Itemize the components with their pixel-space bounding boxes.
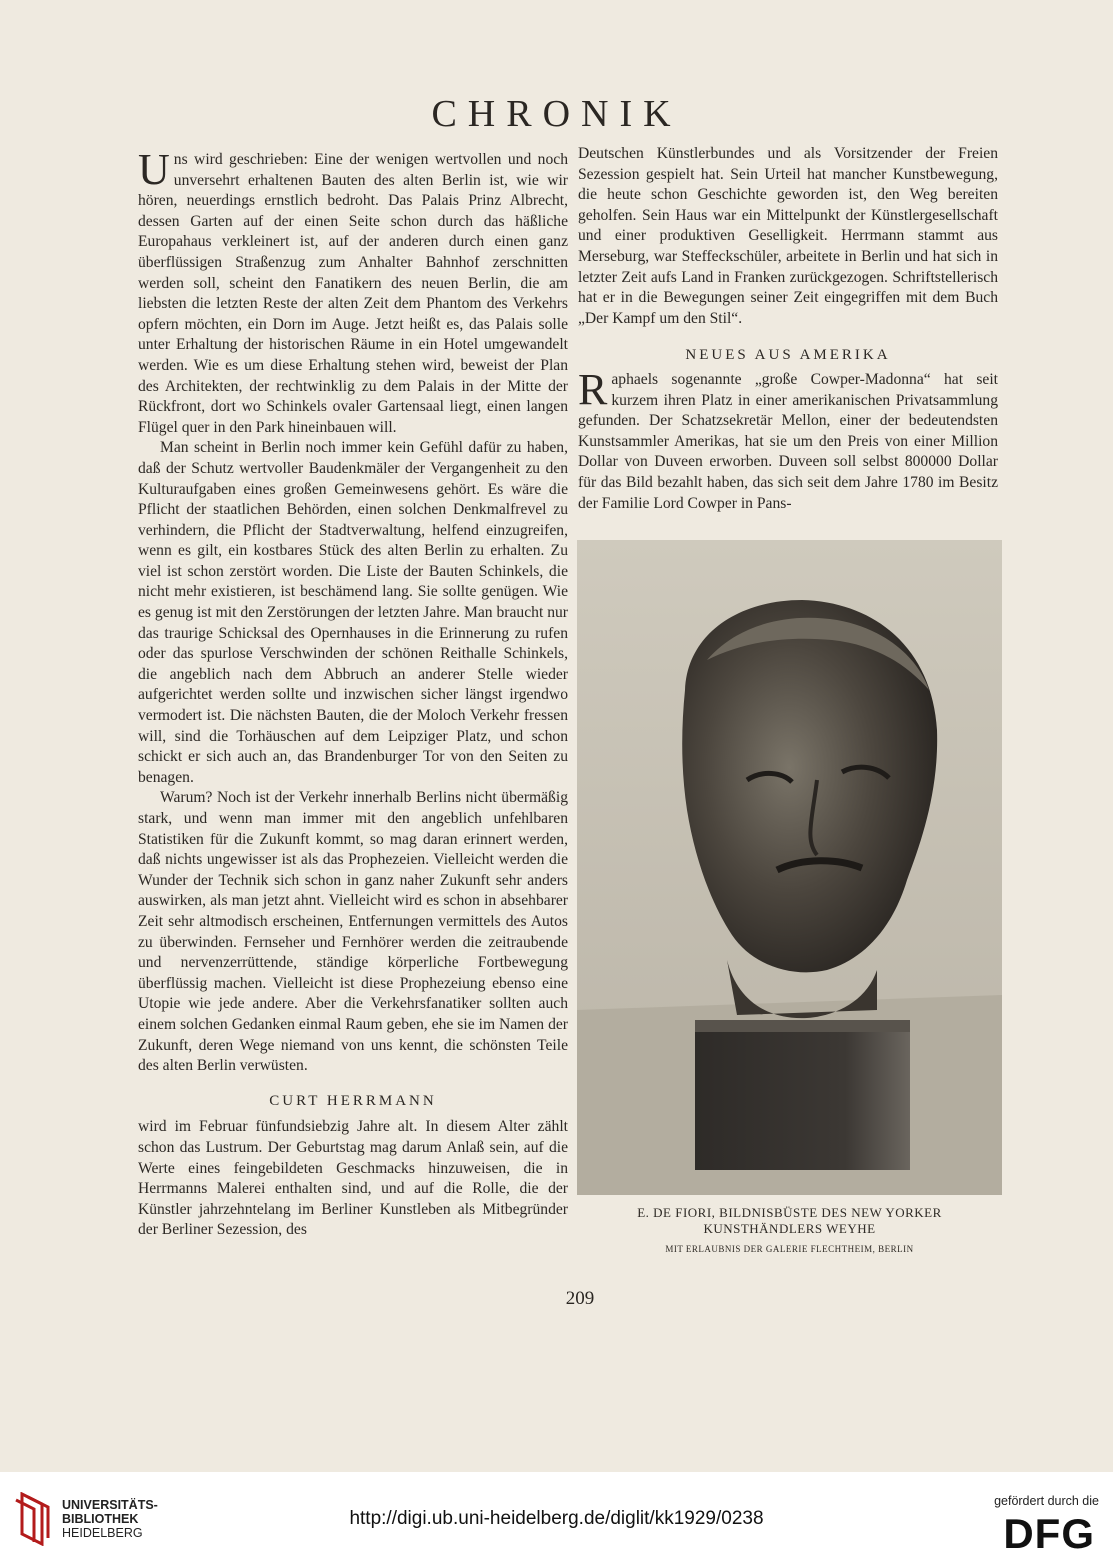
library-line: UNIVERSITÄTS-	[62, 1498, 158, 1512]
left-column	[138, 145, 568, 1241]
paragraph: Man scheint in Berlin noch immer kein Gefühl dafür zu haben, daß der Schutz wertvoller Baudenkmäler der Vergangenheit zu den Kulturaufgaben eines großen Gemeinwesens gehört. Es wäre die Pflicht der staatlichen Behörden, einen solchen Denkmalfrevel zu verhindern, die Pflicht der Stadtverwaltung, helfend einzugreifen, wenn es gilt, ein kostbares Stück des alten Berlin zu erhalten. Zu viel ist schon zerstört worden. Die Liste der Bauten Schinkels, die nicht mehr existieren, ist beschämend lang. Sie sollte genügen. Wie es genug ist mit den Zerstörungen der letzten Jahre. Man braucht nur das traurige Schicksal des Opernhauses in die Erinnerung zu rufen oder das spurlose Verschwinden der schönen Reithalle Schinkels, die angeblich nach dem Abbruch an anderer Stelle wieder aufgerichtet werden sollte und inzwischen sicher längst irgendwo vermodert ist. Die nächsten Bauten, die der Moloch Verkehr fressen will, sind die Torhäuschen auf dem Leipziger Platz, und schon schickt er sich auch an, das Brandenburger Tor von den Seiten zu benagen.	[138, 439, 568, 786]
dropcap: U	[138, 145, 170, 194]
paragraph-continuation: Deutschen Künstlerbundes und als Vorsitzender der Freien Sezession gespielt hat. Sein Urteil hat mancher Kunstbewegung, die heute schon Geschichte geworden ist, den Weg bereiten geholfen. Sein Haus war ein Mittelpunkt der Künstlergesellschaft und einer produktiven Geselligkeit. Herrmann stammt aus Merseburg, war Steffeckschüler, arbeitete in Berlin und hat sich in letzter Zeit aufs Land in Franken zurückgezogen. Schriftstellerisch hat er in die Bewegungen seiner Zeit eingegriffen mit dem Buch „Der Kampf um den Stil“.	[578, 145, 998, 327]
viewer-footer	[0, 1472, 1113, 1564]
bronze-bust-image	[577, 540, 1002, 1195]
paragraph-text: ns wird geschrieben: Eine der wenigen wertvollen und noch unversehrt erhaltenen Bauten des alten Berlin ist, wie wir hören, neuerdings ernstlich bedroht. Das Palais Prinz Albrecht, dessen Garten auf der einen Seite schon durch das häßliche Europahaus verkleinert ist, auf der anderen durch einen ganz überflüssigen Straßenzug zum Anhalter Bahnhof zerschnitten werden soll, scheint den Fanatikern des neuen Berlin, die am liebsten die letzten Reste der alten Zeit dem Phantom des Verkehrs opfern möchten, ein Dorn im Auge. Jetzt heißt es, das Palais solle unter Erhaltung der historischen Räume in ein Hotel umgewandelt werden. Wie es um diese Erhaltung stehen wird, beweist der Plan des Architekten, der rechtwinklig zu dem Palais in der Mitte der Rückfront, dort wo Schinkels ovaler Gartensaal liegt, einen langen Flügel quer in den Park hineinbauen will.	[138, 151, 568, 436]
dfg-logo[interactable]: DFG	[1003, 1510, 1095, 1557]
page-number: 209	[565, 1288, 595, 1309]
paragraph-text: aphaels sogenannte „große Cowper-Madonna“ hat seit kurzem ihren Platz in einer amerikanischen Privatsammlung gefunden. Der Schatzsekretär Mellon, einer der bedeutendsten Kunstsammler Amerikas, hat sie um den Preis von einer Million Dollar von Duveen erworben. Duveen soll selbst 800000 Dollar für das Bild bezahlt haben, das sich seit dem Jahre 1780 im Besitz der Familie Lord Cowper in Pans-	[578, 370, 998, 512]
right-column	[578, 144, 998, 514]
dropcap: R	[578, 364, 608, 414]
section-heading-herrmann: CURT HERRMANN	[269, 1092, 437, 1109]
library-line: HEIDELBERG	[62, 1526, 143, 1540]
figure-caption	[577, 1205, 1002, 1237]
library-line: BIBLIOTHEK	[62, 1512, 139, 1526]
bust-photograph	[577, 540, 1002, 1195]
caption-line: KUNSTHÄNDLERS WEYHE	[703, 1221, 876, 1236]
figure-credit: MIT ERLAUBNIS DER GALERIE FLECHTHEIM, BERLIN	[665, 1244, 914, 1254]
paragraph: Warum? Noch ist der Verkehr innerhalb Berlins nicht übermäßig stark, und wenn man immer mit den angeblich unfehlbaren Statistiken für die Zukunft kommt, so mag daran erinnert werden, daß nichts ungewisser ist als das Prophezeien. Vielleicht werden die Wunder der Technik sich schon in ganz naher Zukunft sehr anders auswirken, als man jetzt ahnt. Vielleicht wird es schon in absehbarer Zeit sehr altmodisch erscheinen, Entfernungen vermittels des Autos zu überwinden. Fernseher und Fernhörer werden die zeitraubende und nervenzerrüttende, ständige körperliche Fortbewegung überflüssig machen. Vielleicht ist diese Prophezeiung ebenso eine Utopie wie jede andere. Aber die Verkehrsfanatiker sollten auch einem solchen Gedanken einmal Raum geben, ehe sie im Namen der Zukunft, deren Wege niemand von uns kennt, die schönsten Teile des alten Berlin verwüsten.	[138, 789, 568, 1075]
permalink-url[interactable]: http://digi.ub.uni-heidelberg.de/diglit/kk1929/0238	[349, 1508, 764, 1529]
paragraph-intro	[138, 145, 568, 438]
paragraph-herrmann: wird im Februar fünfundsiebzig Jahre alt. In diesem Alter zählt schon das Lustrum. Der Geburtstag mag darum Anlaß sein, auf die Werte eines feingebildeten Geschmacks hinzuweisen, die in Herrmanns Malerei enthalten sind, und auf die Rolle, die der Künstler jahrzehntelang im Berliner Kunstleben als Mitbegründer der Berliner Sezession, des	[138, 1118, 568, 1239]
section-heading-amerika: NEUES AUS AMERIKA	[685, 347, 891, 364]
page-title: CHRONIK	[431, 93, 682, 135]
funding-label: gefördert durch die	[994, 1494, 1099, 1508]
caption-line: E. DE FIORI, BILDNISBÜSTE DES NEW YORKER	[637, 1205, 942, 1220]
paragraph-amerika	[578, 364, 998, 514]
